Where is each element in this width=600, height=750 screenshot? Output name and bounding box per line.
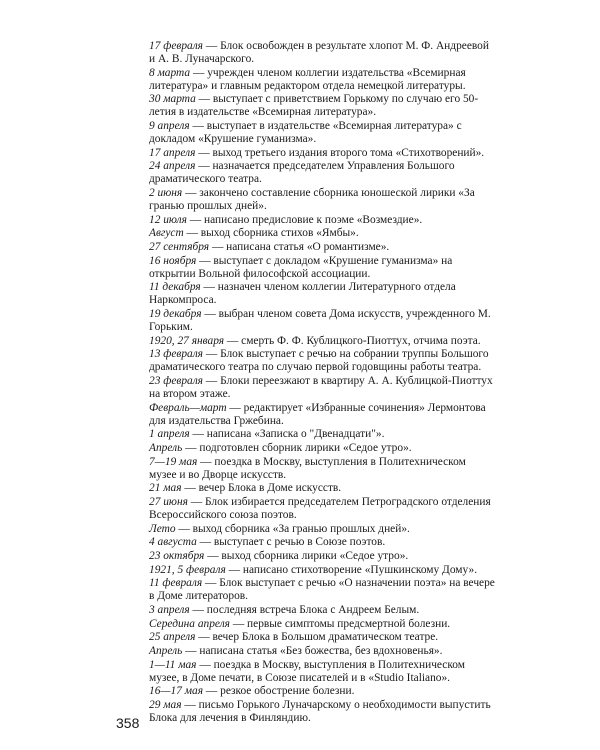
entry-date: 1 апреля	[149, 428, 190, 441]
entry-body	[149, 482, 341, 494]
chronology-entry	[149, 348, 495, 374]
chronology-list	[149, 40, 495, 726]
entry-date: 19 декабря	[149, 308, 202, 321]
chronology-entry	[149, 93, 495, 119]
entry-body	[149, 577, 495, 602]
entry-body	[149, 375, 493, 400]
chronology-entry	[149, 550, 495, 563]
chronology-entry	[149, 685, 495, 698]
entry-body	[149, 442, 412, 454]
chronology-entry	[149, 67, 495, 93]
entry-body	[149, 604, 419, 616]
chronology-entry	[149, 40, 495, 66]
entry-text: — письмо Горького Луначарскому о необходимости выпустить Блока для лечения в Финляндию.	[149, 698, 491, 724]
entry-body	[149, 428, 384, 440]
entry-text: — выступает с докладом «Крушение гуманизма» на открытии Вольной философской ассоциации.	[149, 254, 453, 280]
entry-date: Лето	[149, 522, 176, 535]
entry-text: — написана статья «Без божества, без вдохновенья».	[182, 644, 443, 657]
entry-date: 11 декабря	[149, 281, 201, 294]
chronology-entry	[149, 160, 495, 186]
entry-text: — Блок избирается председателем Петроградского отделения Всероссийского союза поэтов.	[149, 496, 491, 522]
entry-date: Август	[149, 227, 184, 240]
entry-text: — выступает с приветствием Горькому по случаю его 50-летия в издательстве «Всемирная литература».	[149, 93, 479, 119]
entry-text: — Блоки переезжают в квартиру А. А. Кублицкой-Пиоттух на втором этаже.	[149, 375, 493, 401]
entry-text: — выход сборника стихов «Ямбы».	[183, 227, 359, 240]
entry-date: 27 января	[177, 334, 225, 347]
entry-date: 23 октября	[149, 550, 205, 563]
entry-date: 5 февраля	[177, 563, 226, 576]
entry-date: 24 апреля	[149, 160, 196, 173]
chronology-entry	[149, 631, 495, 644]
chronology-entry	[149, 618, 495, 631]
chronology-entry	[149, 659, 495, 685]
entry-date: 11 февраля	[149, 577, 203, 590]
entry-date: 25 апреля	[149, 631, 196, 644]
entry-date: 7—19 мая	[149, 455, 198, 468]
entry-date: 8 марта	[149, 66, 191, 79]
entry-body	[149, 402, 486, 427]
entry-text: — закончено составление сборника юношеской лирики «За гранью прошлых дней».	[149, 187, 475, 213]
entry-body	[149, 523, 410, 535]
entry-date: 23 февраля	[149, 375, 203, 388]
entry-text: — назначен членом коллегии Литературного отдела Наркомпроса.	[149, 281, 456, 307]
entry-date: 27 июня	[149, 496, 188, 509]
chronology-entry	[149, 604, 495, 617]
chronology-entry	[149, 645, 495, 658]
entry-text: — подготовлен сборник лирики «Седое утро».	[182, 442, 412, 455]
entry-text: — поездка в Москву, выступления в Политехническом музее и во Дворце искусств.	[149, 455, 466, 481]
entry-body	[149, 456, 466, 481]
entry-date: 1—11 мая	[149, 658, 197, 671]
entry-body	[149, 160, 455, 185]
entry-body	[149, 187, 475, 212]
entry-year: 1920,	[149, 334, 178, 347]
chronology-entry	[149, 577, 495, 603]
entry-text: — вечер Блока в Доме искусств.	[181, 482, 342, 495]
entry-text: — назначается председателем Управления Большого драматического театра.	[149, 160, 455, 186]
entry-text: — смерть Ф. Ф. Кублицкого-Пиоттух, отчима поэта.	[224, 334, 481, 347]
entry-text: — выступает с речью в Союзе поэтов.	[196, 536, 386, 549]
entry-body	[149, 308, 491, 333]
entry-body	[149, 227, 359, 239]
entry-body	[149, 631, 438, 643]
chronology-entry	[149, 214, 495, 227]
entry-date: 12 июля	[149, 213, 187, 226]
entry-date: Середина апреля	[149, 617, 230, 630]
chronology-entry	[149, 147, 495, 160]
entry-body	[149, 93, 478, 118]
chronology-entry	[149, 536, 495, 549]
chronology-entry	[149, 402, 495, 428]
entry-text: — выход третьего издания второго тома «Стихотворений».	[195, 146, 485, 159]
entry-text: — Блок выступает с речью на собрании труппы Большого драматического театра по случаю первой годовщины работы театра.	[149, 348, 489, 374]
entry-body	[149, 255, 452, 280]
entry-date: 30 марта	[149, 93, 196, 106]
entry-date: 3 апреля	[149, 604, 190, 616]
entry-text: — написана статья «О романтизме».	[209, 241, 390, 254]
chronology-entry	[149, 523, 495, 536]
entry-date: 16 ноября	[149, 254, 197, 267]
chronology-entry	[149, 255, 495, 281]
entry-year: 1921,	[149, 563, 178, 576]
entry-body	[149, 699, 491, 724]
entry-text: — написано предисловие к поэме «Возмездие».	[186, 213, 423, 226]
chronology-entry	[149, 482, 495, 495]
entry-body	[149, 67, 466, 92]
chronology-entry	[114, 335, 495, 348]
entry-date: 17 апреля	[149, 146, 196, 159]
entry-body	[114, 335, 481, 347]
entry-text: — выход сборника «За гранью прошлых дней».	[175, 522, 410, 535]
chronology-entry	[149, 308, 495, 334]
entry-body	[149, 618, 450, 630]
entry-date: Апрель	[149, 644, 183, 657]
entry-text: — учрежден членом коллегии издательства «Всемирная литература» и главным редактором отдела немецкой литературы.	[149, 66, 466, 92]
chronology-entry	[149, 442, 495, 455]
entry-body	[149, 496, 491, 521]
entry-text: — выступает в издательстве «Всемирная литература» с докладом «Крушение гуманизма».	[149, 120, 462, 146]
entry-date: 17 февраля	[149, 40, 203, 52]
entry-date: 9 апреля	[149, 120, 190, 133]
entry-body	[149, 40, 489, 65]
entry-text: — Блок выступает с речью «О назначении поэта» на вечере в Доме литераторов.	[149, 577, 495, 603]
page-number: 358	[116, 715, 140, 731]
entry-date: 13 февраля	[149, 348, 203, 361]
entry-text: — Блок освобожден в результате хлопот М. Ф. Андреевой и А. В. Луначарского.	[149, 40, 489, 66]
entry-text: — выбран членом совета Дома искусств, учрежденного М. Горьким.	[149, 308, 491, 334]
chronology-entry	[149, 496, 495, 522]
entry-date: 2 июня	[149, 187, 183, 200]
entry-text: — написано стихотворение «Пушкинскому Дому».	[225, 563, 478, 576]
chronology-entry	[149, 227, 495, 240]
chronology-entry	[149, 375, 495, 401]
chronology-entry	[149, 699, 495, 725]
entry-body	[149, 241, 389, 253]
chronology-entry	[149, 428, 495, 441]
entry-date: 4 августа	[149, 536, 197, 549]
chronology-entry	[149, 281, 495, 307]
entry-body	[149, 550, 408, 562]
entry-body	[149, 281, 456, 306]
entry-body	[149, 147, 484, 159]
chronology-entry	[149, 456, 495, 482]
chronology-entry	[149, 187, 495, 213]
entry-text: — поездка в Москву, выступления в Политехническом музее, в Доме печати, в Союзе писателей и в «Studio Italiano».	[149, 658, 465, 684]
entry-body	[149, 120, 462, 145]
entry-text: — первые симптомы предсмертной болезни.	[229, 617, 451, 630]
entry-text: — вечер Блока в Большом драматическом театре.	[195, 631, 439, 644]
entry-body	[149, 214, 422, 226]
entry-date: 16—17 мая	[149, 685, 204, 698]
entry-text: — написана «Записка о "Двенадцати"».	[189, 428, 385, 441]
entry-body	[149, 645, 442, 657]
entry-date: Апрель	[149, 442, 183, 455]
entry-text: — последняя встреча Блока с Андреем Белым.	[189, 604, 420, 616]
entry-body	[149, 659, 465, 684]
entry-text: — выход сборника лирики «Седое утро».	[204, 550, 409, 563]
entry-body	[114, 564, 477, 576]
entry-body	[149, 536, 385, 548]
chronology-entry	[149, 241, 495, 254]
chronology-entry	[114, 564, 495, 577]
entry-text: — редактирует «Избранные сочинения» Лермонтова для издательства Гржебина.	[149, 401, 486, 427]
entry-date: 21 мая	[149, 482, 182, 495]
entry-date: 29 мая	[149, 698, 182, 711]
chronology-entry	[149, 120, 495, 146]
entry-body	[149, 348, 489, 373]
entry-body	[149, 685, 354, 697]
entry-text: — резкое обострение болезни.	[203, 685, 355, 698]
entry-date: Февраль—март	[149, 401, 227, 414]
entry-date: 27 сентября	[149, 241, 210, 254]
